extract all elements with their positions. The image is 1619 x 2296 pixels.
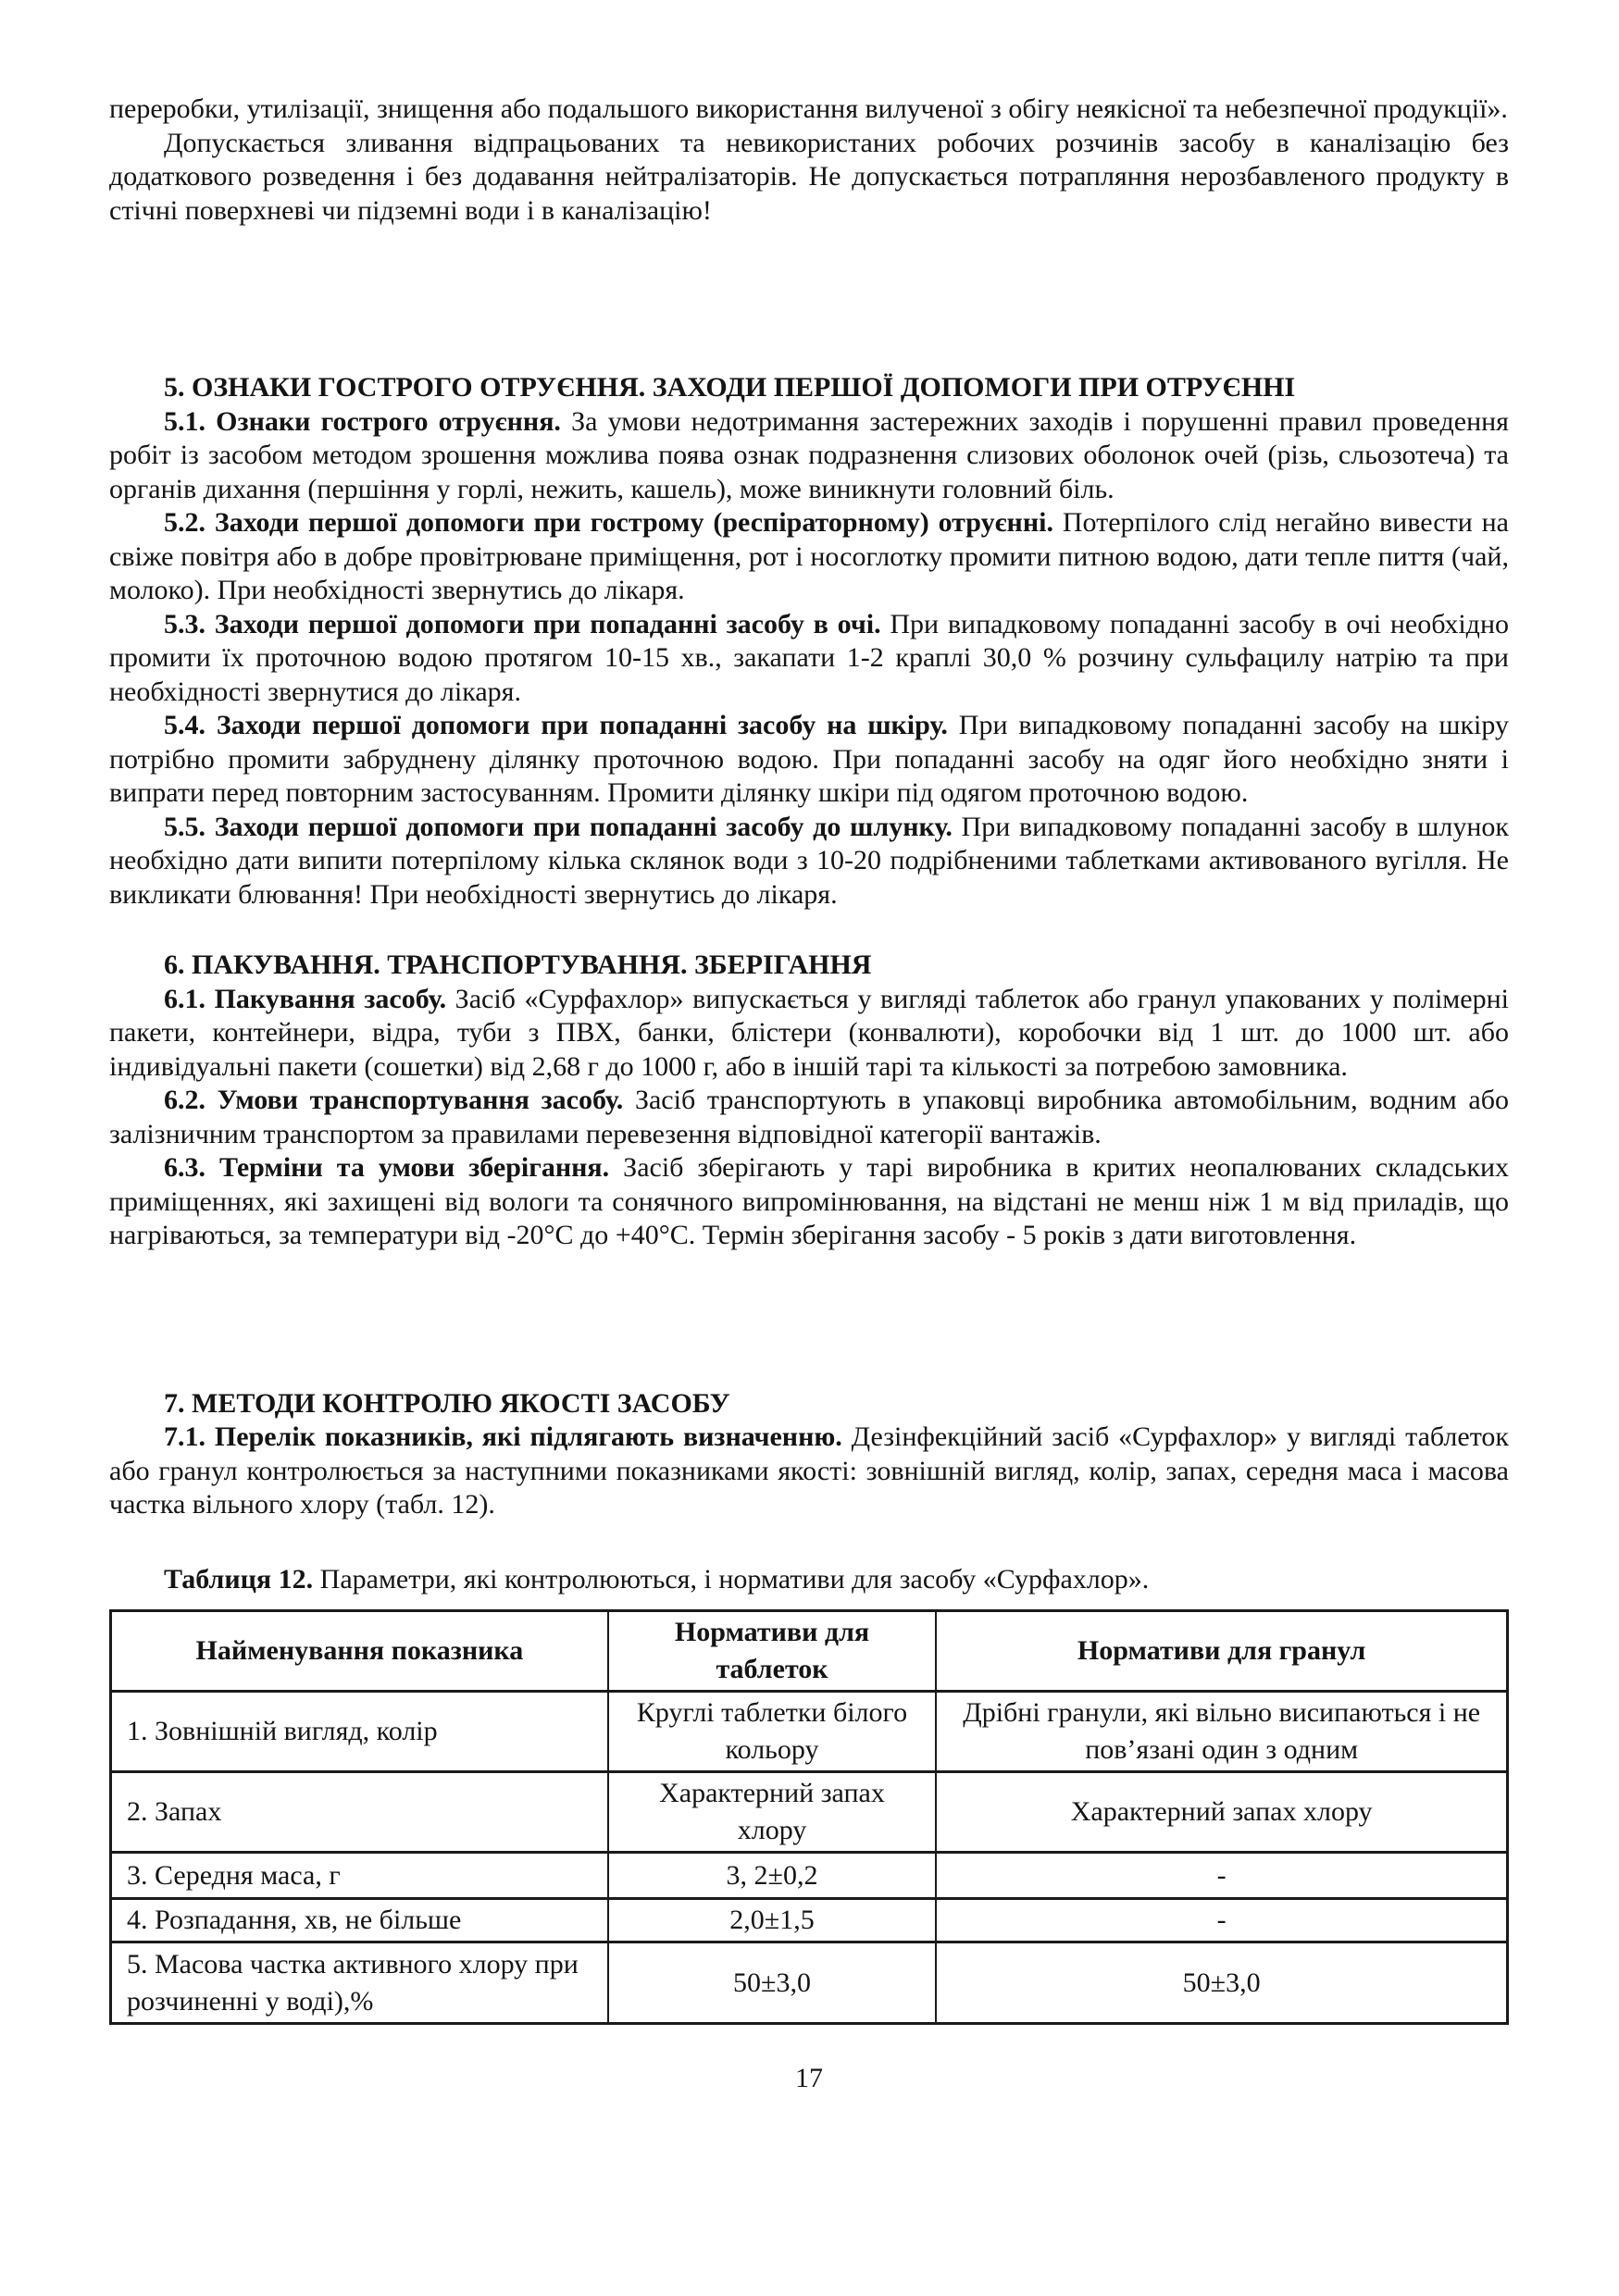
page-number: 17 (795, 2063, 823, 2093)
table-row (111, 1942, 1508, 2024)
para-5-3-text: При випадковому попаданні засобу в очі необхідно промити їх проточною водою протягом 10-15 хв., закапати 1-2 краплі 30,0 % розчину сульфацилу натрію та при необхідності звернутися до лікаря. (109, 608, 1509, 707)
para-5-2-lead: 5.2. Заходи першої допомоги при гострому (респіраторному) отруєнні. (164, 507, 1053, 538)
para-5-3-lead: 5.3. Заходи першої допомоги при попаданні засобу в очі. (164, 608, 881, 639)
table-cell: - (936, 1853, 1507, 1899)
para-5-4-text: При випадковому попаданні засобу на шкіру потрібно промити забруднену ділянку проточною водою. При попаданні засобу на одяг його необхідно зняти і випрати перед повторним застосуванням. Промити ділянку шкіри під одягом проточною водою. (109, 710, 1509, 808)
para-6-1 (109, 983, 1509, 1085)
table-header-indicator: Найменування показника (111, 1611, 608, 1692)
table-cell: - (936, 1899, 1507, 1942)
para-5-5-text: При випадковому попаданні засобу в шлунок необхідно дати випити потерпілому кілька склянок води з 10-20 подрібненими таблетками активованого вугілля. Не викликати блювання! При необхідності звернутись до лікаря. (109, 811, 1509, 910)
table-caption-text: Параметри, які контролюються, і нормативи для засобу «Сурфахлор». (313, 1563, 1150, 1595)
para-7-1-lead: 7.1. Перелік показників, які підлягають визначенню. (164, 1421, 842, 1452)
para-5-5 (109, 811, 1509, 912)
section-5-heading: 5. ОЗНАКИ ГОСТРОГО ОТРУЄННЯ. ЗАХОДИ ПЕРШОЇ ДОПОМОГИ ПРИ ОТРУЄННІ (164, 372, 1296, 403)
table-header-granules: Нормативи для гранул (936, 1611, 1507, 1692)
table-cell: 4. Розпадання, хв, не більше (111, 1899, 608, 1942)
table-cell: 3. Середня маса, г (111, 1853, 608, 1899)
para-5-1 (109, 405, 1509, 507)
para-7-1 (109, 1421, 1509, 1522)
table-caption-lead: Таблиця 12. (164, 1563, 314, 1595)
table-cell: 3, 2±0,2 (608, 1853, 937, 1899)
table-cell: Характерний запах хлору (936, 1772, 1507, 1853)
table-cell: 50±3,0 (936, 1942, 1507, 2024)
para-6-2 (109, 1084, 1509, 1151)
para-5-2-text: Потерпілого слід негайно вивести на свіже повітря або в добре провітрюване приміщення, рот і носоглотку промити питною водою, дати тепле пиття (чай, молоко). При необхідності звернутись до лікаря. (109, 507, 1509, 605)
section-6-heading: 6. ПАКУВАННЯ. ТРАНСПОРТУВАННЯ. ЗБЕРІГАННЯ (164, 949, 872, 980)
table-cell: 1. Зовнішній вигляд, колір (111, 1692, 608, 1772)
table-row (111, 1692, 1508, 1772)
intro-paragraph-2: Допускається зливання відпрацьованих та невикористаних робочих розчинів засобу в каналізацію без додаткового розведення і без додавання нейтралізаторів. Не допускається потрапляння нерозбавленого продукту в стічні поверхневі чи підземні води і в каналізацію! (109, 127, 1509, 226)
table-cell: 2. Запах (111, 1772, 608, 1853)
table-row (111, 1899, 1508, 1942)
intro-paragraph-1: переробки, утилізації, знищення або подальшого використання вилученої з обігу неякісної та небезпечної продукції». (109, 93, 1508, 124)
para-5-4-lead: 5.4. Заходи першої допомоги при попаданні засобу на шкіру. (164, 710, 948, 740)
section-7-heading: 7. МЕТОДИ КОНТРОЛЮ ЯКОСТІ ЗАСОБУ (164, 1387, 730, 1419)
para-7-1-text: Дезінфекційний засіб «Сурфахлор» у вигляді таблеток або гранул контролюється за наступними показниками якості: зовнішній вигляд, колір, запах, середня маса і масова частка вільного хлору (табл. 12). (109, 1421, 1510, 1520)
table-row (111, 1772, 1508, 1853)
para-5-1-text: За умови недотримання застережних заходів і порушенні правил проведення робіт із засобом методом зрошення можлива поява ознак подразнення слизових оболонок очей (різь, сльозотеча) та органів дихання (першіння у горлі, нежить, кашель), може виникнути головний біль. (109, 405, 1509, 504)
para-6-2-text: Засіб транспортують в упаковці виробника автомобільним, водним або залізничним транспортом за правилами перевезення відповідної категорії вантажів. (109, 1085, 1509, 1149)
table-header-row (111, 1611, 1508, 1692)
table-cell: Дрібні гранули, які вільно висипаються і не пов’язані один з одним (936, 1692, 1507, 1772)
para-5-1-lead: 5.1. Ознаки гострого отруєння. (164, 405, 561, 437)
table-caption (109, 1563, 1509, 1597)
table-header-tablets: Нормативи для таблеток (608, 1611, 937, 1692)
para-5-2 (109, 506, 1509, 608)
para-6-3-text: Засіб зберігають у тарі виробника в критих неопалюваних складських приміщеннях, які захищені від вологи та сонячного випромінювання, на відстані не менш ніж 1 м від приладів, що нагріваються, за температури від -20°С до +40°С. Термін зберігання засобу - 5 років з дати виготовлення. (109, 1152, 1509, 1250)
table-row (111, 1853, 1508, 1899)
table-cell: Характерний запах хлору (608, 1772, 937, 1853)
quality-table (109, 1609, 1509, 2025)
para-6-3-lead: 6.3. Терміни та умови зберігання. (164, 1152, 610, 1183)
para-6-2-lead: 6.2. Умови транспортування засобу. (164, 1085, 624, 1115)
para-5-4 (109, 709, 1509, 811)
table-cell: 50±3,0 (608, 1942, 937, 2024)
para-5-3 (109, 608, 1509, 710)
table-cell: Круглі таблетки білого кольору (608, 1692, 937, 1772)
para-5-5-lead: 5.5. Заходи першої допомоги при попаданні засобу до шлунку. (164, 811, 953, 842)
para-6-3 (109, 1151, 1509, 1253)
para-6-1-lead: 6.1. Пакування засобу. (164, 983, 447, 1014)
table-cell: 5. Масова частка активного хлору при розчиненні у воді),% (111, 1942, 608, 2024)
para-6-1-text: Засіб «Сурфахлор» випускається у вигляді таблеток або гранул упакованих у полімерні пакети, контейнери, відра, туби з ПВХ, банки, блістери (конвалюти), коробочки від 1 шт. до 1000 шт. або індивідуальні пакети (сошетки) від 2,68 г до 1000 г, або в іншій тарі та кількості за потребою замовника. (109, 983, 1509, 1082)
table-cell: 2,0±1,5 (608, 1899, 937, 1942)
